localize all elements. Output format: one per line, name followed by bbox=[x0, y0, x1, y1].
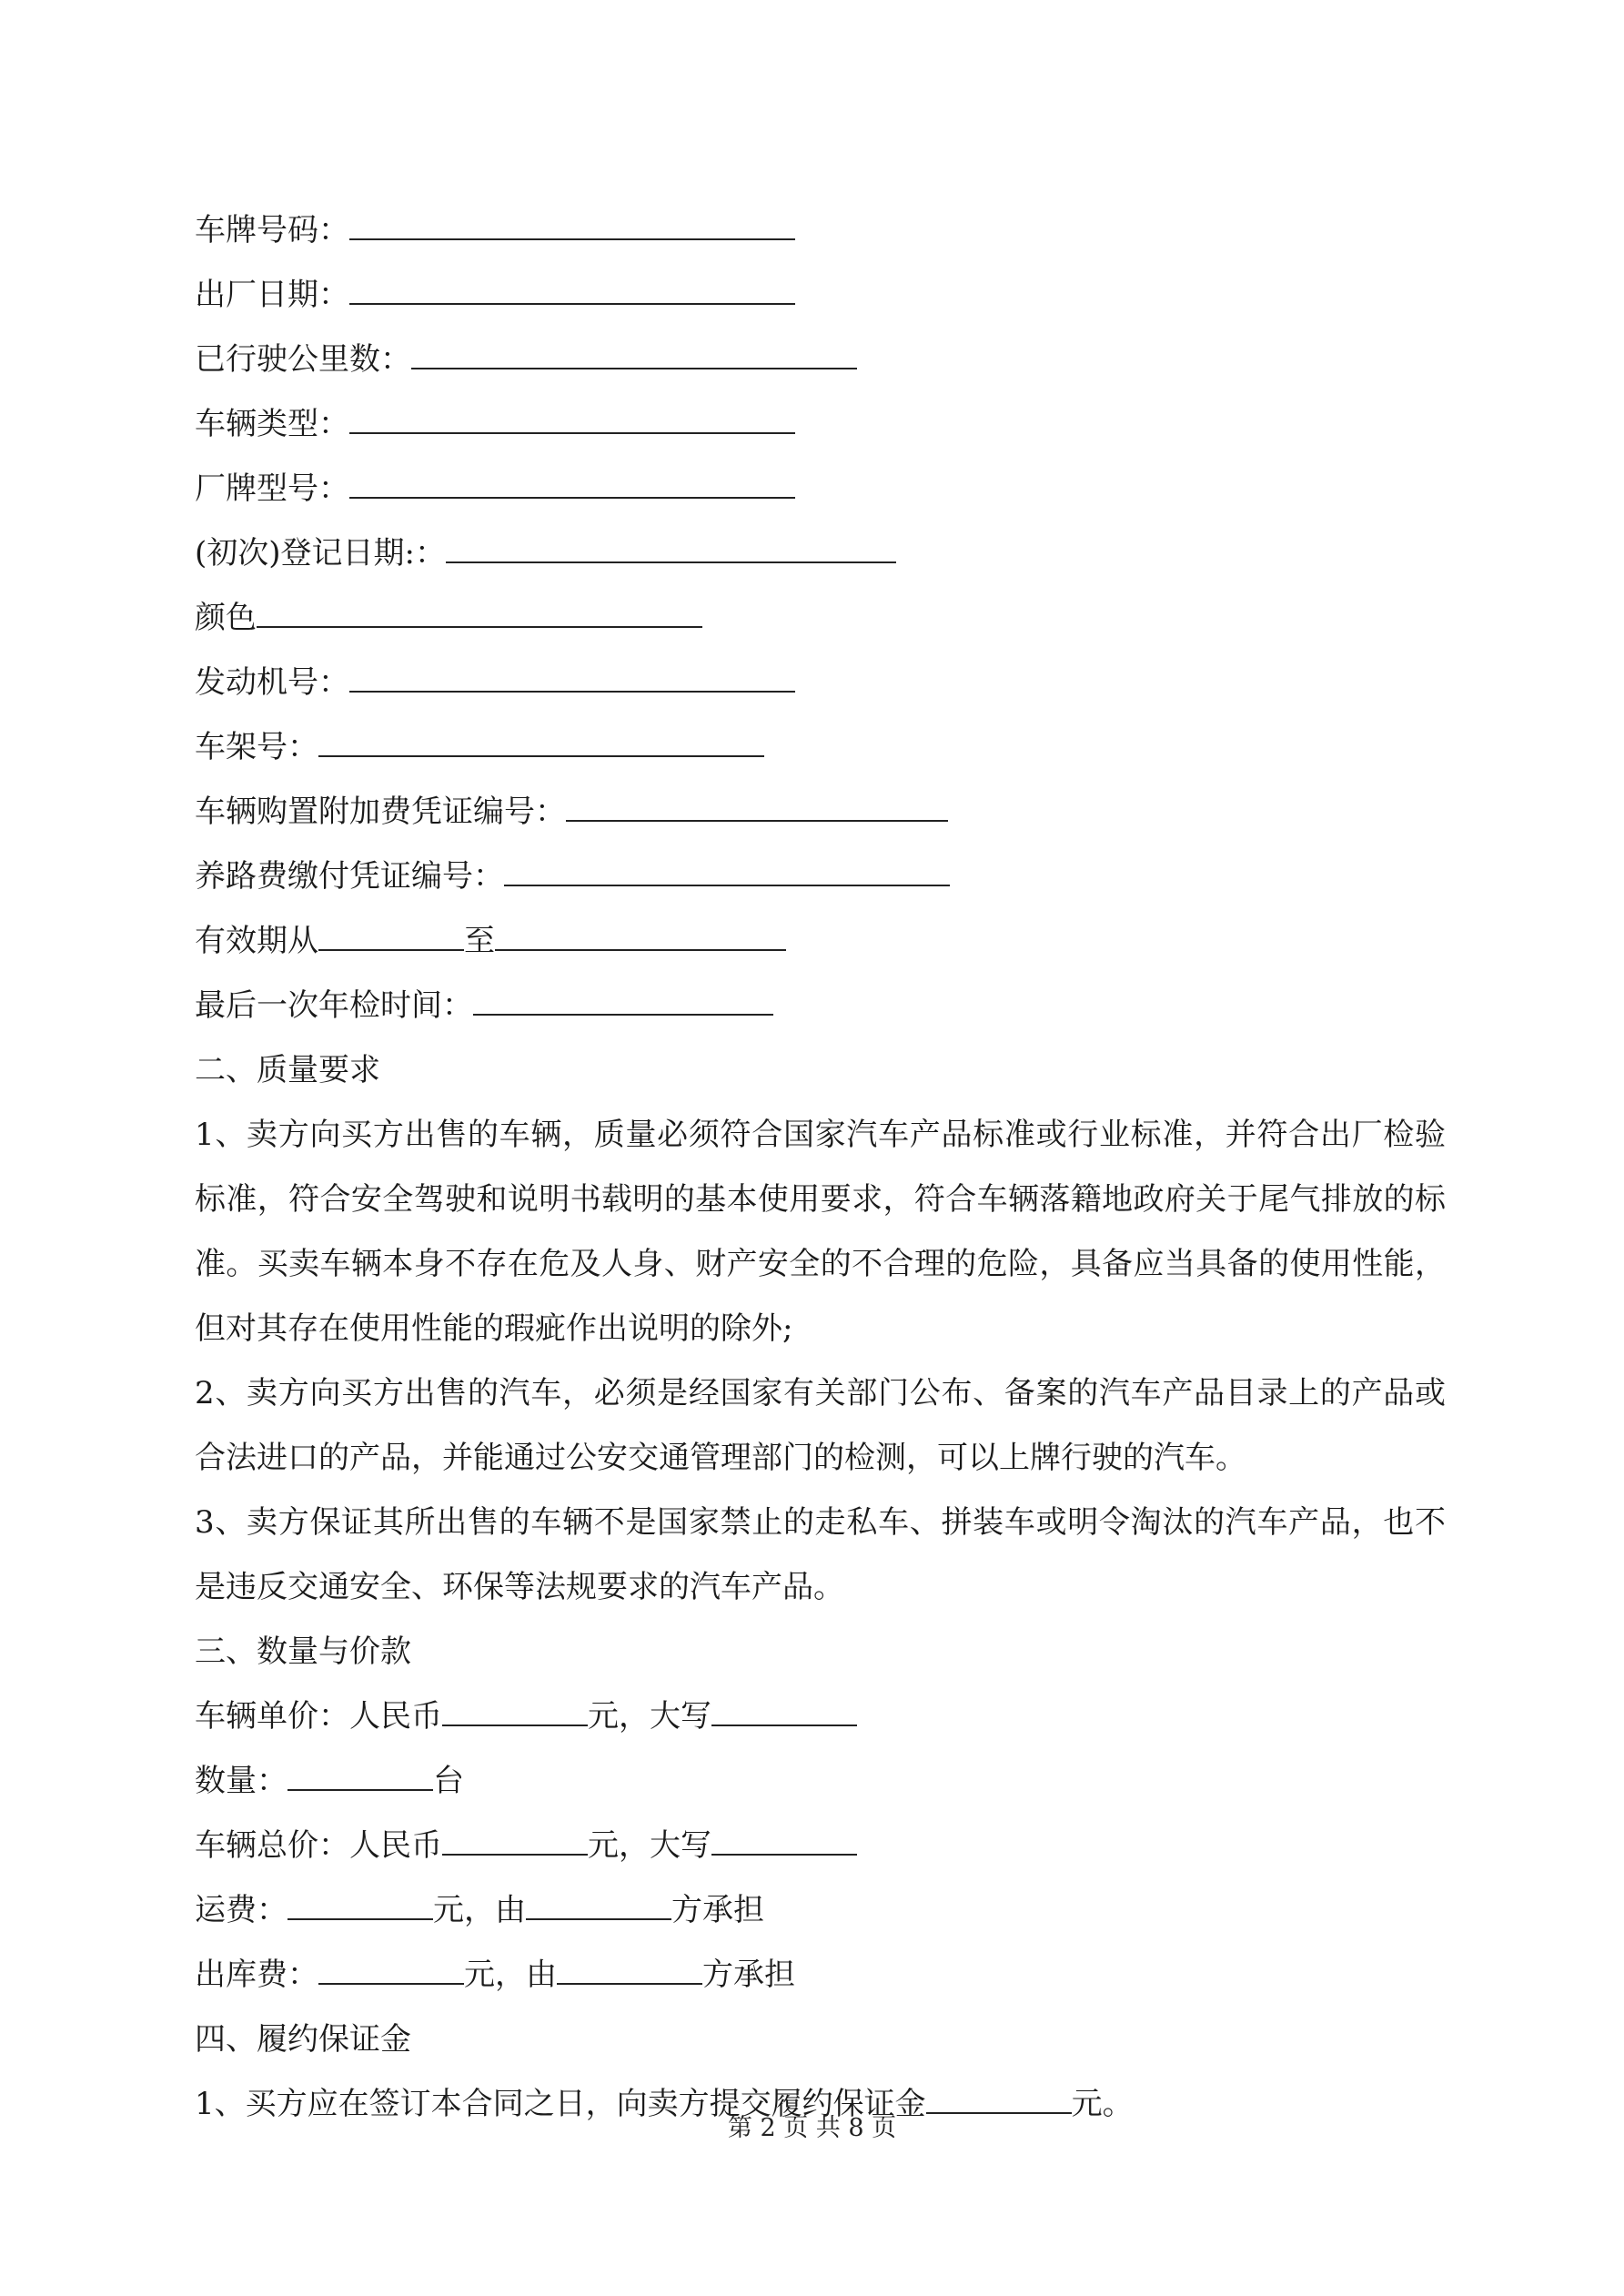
last-inspection-row bbox=[195, 974, 1468, 1038]
registration-date-label: (初次)登记日期:： bbox=[195, 535, 446, 571]
plate-number-label: 车牌号码： bbox=[195, 212, 349, 248]
quality-item-3: 3、卖方保证其所出售的车辆不是国家禁止的走私车、拼装车或明令淘汰的汽车产品，也不是违反交通安全、环保等法规要求的汽车产品。 bbox=[195, 1504, 1446, 1605]
quantity-unit: 台 bbox=[433, 1763, 464, 1799]
freight-label: 运费： bbox=[195, 1892, 287, 1928]
deposit-item-1-text: 1、买方应在签订本合同之日，向卖方提交履约保证金 bbox=[195, 2086, 926, 2122]
frame-number-blank[interactable] bbox=[318, 728, 764, 757]
freight-mid: 元，由 bbox=[433, 1892, 526, 1928]
validity-from-label: 有效期从 bbox=[195, 923, 318, 959]
page-number-footer: 第 2 页 共 8 页 bbox=[727, 2114, 897, 2142]
total-price-label: 车辆总价：人民币 bbox=[195, 1827, 442, 1864]
road-fee-cert-label: 养路费缴付凭证编号： bbox=[195, 858, 504, 895]
frame-number-row bbox=[195, 715, 1468, 780]
total-price-capital-blank[interactable] bbox=[711, 1826, 857, 1856]
outbound-fee-row bbox=[195, 1943, 1468, 2008]
brand-model-row bbox=[195, 457, 1468, 521]
quality-item-2: 2、卖方向买方出售的汽车，必须是经国家有关部门公布、备案的汽车产品目录上的产品或合法进口的产品，并能通过公安交通管理部门的检测，可以上牌行驶的汽车。 bbox=[195, 1375, 1446, 1476]
color-blank[interactable] bbox=[257, 599, 702, 628]
quantity-row bbox=[195, 1749, 1468, 1814]
mileage-blank[interactable] bbox=[411, 340, 857, 369]
document-body bbox=[195, 198, 1468, 2137]
unit-price-label: 车辆单价：人民币 bbox=[195, 1698, 442, 1735]
outbound-fee-end: 方承担 bbox=[702, 1957, 795, 1993]
vehicle-type-row bbox=[195, 392, 1468, 457]
engine-number-blank[interactable] bbox=[349, 663, 795, 693]
validity-to-blank[interactable] bbox=[495, 922, 786, 951]
unit-price-capital-blank[interactable] bbox=[711, 1697, 857, 1726]
factory-date-blank[interactable] bbox=[349, 276, 795, 305]
road-fee-cert-row bbox=[195, 845, 1468, 909]
total-price-row bbox=[195, 1814, 1468, 1878]
quality-heading: 二、质量要求 bbox=[195, 1052, 380, 1088]
color-label: 颜色 bbox=[195, 600, 257, 636]
purchase-tax-cert-label: 车辆购置附加费凭证编号： bbox=[195, 794, 566, 830]
mileage-label: 已行驶公里数： bbox=[195, 341, 411, 378]
registration-date-row bbox=[195, 521, 1468, 586]
mileage-row bbox=[195, 328, 1468, 392]
vehicle-type-blank[interactable] bbox=[349, 405, 795, 434]
last-inspection-label: 最后一次年检时间： bbox=[195, 987, 473, 1024]
frame-number-label: 车架号： bbox=[195, 729, 318, 765]
engine-number-label: 发动机号： bbox=[195, 664, 349, 701]
outbound-fee-label: 出库费： bbox=[195, 1957, 318, 1993]
brand-model-label: 厂牌型号： bbox=[195, 470, 349, 507]
factory-date-row bbox=[195, 263, 1468, 328]
plate-number-row bbox=[195, 198, 1468, 263]
quantity-label: 数量： bbox=[195, 1763, 287, 1799]
unit-price-blank[interactable] bbox=[442, 1697, 588, 1726]
road-fee-cert-blank[interactable] bbox=[504, 857, 950, 886]
quantity-blank[interactable] bbox=[287, 1762, 433, 1791]
deposit-item-1-end: 元。 bbox=[1071, 2086, 1134, 2122]
outbound-fee-blank[interactable] bbox=[318, 1956, 464, 1985]
validity-from-blank[interactable] bbox=[318, 922, 464, 951]
freight-row bbox=[195, 1878, 1468, 1943]
registration-date-blank[interactable] bbox=[446, 534, 896, 563]
engine-number-row bbox=[195, 651, 1468, 715]
purchase-tax-cert-row bbox=[195, 780, 1468, 845]
freight-end: 方承担 bbox=[671, 1892, 764, 1928]
quality-item-1: 1、卖方向买方出售的车辆，质量必须符合国家汽车产品标准或行业标准，并符合出厂检验标准，符合安全驾驶和说明书载明的基本使用要求，符合车辆落籍地政府关于尾气排放的标准。买卖车辆本身不存在危及人身、财产安全的不合理的危险，具备应当具备的使用性能，但对其存在使用性能的瑕疵作出说明的除外; bbox=[195, 1117, 1446, 1347]
validity-to-label: 至 bbox=[464, 923, 495, 959]
unit-price-row bbox=[195, 1684, 1468, 1749]
freight-blank[interactable] bbox=[287, 1891, 433, 1920]
total-price-yuan: 元，大写 bbox=[588, 1827, 711, 1864]
outbound-fee-mid: 元，由 bbox=[464, 1957, 557, 1993]
total-price-blank[interactable] bbox=[442, 1826, 588, 1856]
purchase-tax-cert-blank[interactable] bbox=[566, 793, 948, 822]
validity-row bbox=[195, 909, 1468, 974]
vehicle-type-label: 车辆类型： bbox=[195, 406, 349, 442]
color-row bbox=[195, 586, 1468, 651]
brand-model-blank[interactable] bbox=[349, 470, 795, 499]
factory-date-label: 出厂日期： bbox=[195, 277, 349, 313]
last-inspection-blank[interactable] bbox=[473, 986, 773, 1016]
unit-price-yuan: 元，大写 bbox=[588, 1698, 711, 1735]
price-heading: 三、数量与价款 bbox=[195, 1633, 411, 1670]
plate-number-blank[interactable] bbox=[349, 211, 795, 240]
freight-party-blank[interactable] bbox=[526, 1891, 671, 1920]
deposit-heading: 四、履约保证金 bbox=[195, 2021, 411, 2058]
outbound-fee-party-blank[interactable] bbox=[557, 1956, 702, 1985]
